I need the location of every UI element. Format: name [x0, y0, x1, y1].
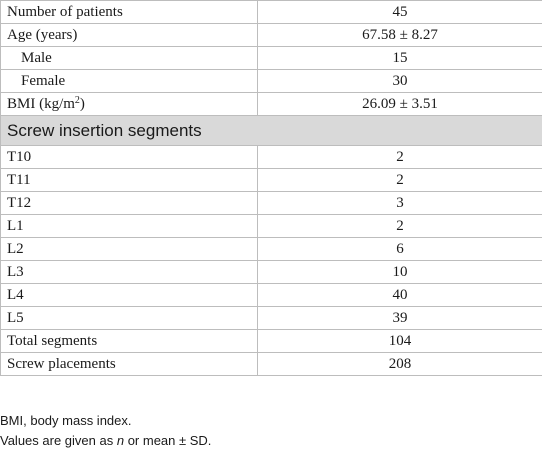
row-label: L1: [1, 215, 258, 238]
footnote-text: Values are given as: [0, 433, 117, 448]
row-label: Age (years): [1, 24, 258, 47]
row-value: 2: [258, 169, 542, 192]
table-row: [1, 284, 542, 307]
table-row: [1, 24, 542, 47]
table-row: [1, 238, 542, 261]
table-row: [1, 215, 542, 238]
table-row: [1, 307, 542, 330]
row-value: 39: [258, 307, 542, 330]
table-row: [1, 330, 542, 353]
table-row: [1, 47, 542, 70]
table-row: [1, 169, 542, 192]
row-label: L4: [1, 284, 258, 307]
table-row: [1, 70, 542, 93]
row-value: 67.58 ± 8.27: [258, 24, 542, 47]
row-value: 3: [258, 192, 542, 215]
footnote-abbreviation: BMI, body mass index.: [0, 413, 132, 428]
row-value: 45: [258, 1, 542, 24]
row-label: Screw placements: [1, 353, 258, 376]
row-value: 15: [258, 47, 542, 70]
footnote-plus-minus: ±: [179, 433, 187, 448]
row-label: T12: [1, 192, 258, 215]
row-label: L2: [1, 238, 258, 261]
row-label: T11: [1, 169, 258, 192]
section-header-row: [1, 116, 542, 146]
row-label: Male: [1, 47, 258, 70]
section-title: Screw insertion segments: [1, 116, 542, 146]
table-row: [1, 261, 542, 284]
row-value: 10: [258, 261, 542, 284]
footnote-text: SD.: [186, 433, 212, 448]
row-label: T10: [1, 146, 258, 169]
row-label: Total segments: [1, 330, 258, 353]
row-label: [1, 93, 258, 116]
row-value: 40: [258, 284, 542, 307]
row-value: 30: [258, 70, 542, 93]
bmi-label-text: BMI (kg/m: [7, 96, 75, 112]
table-row: [1, 1, 542, 24]
row-value: 6: [258, 238, 542, 261]
table-row: [1, 192, 542, 215]
footnote-text: or mean: [124, 433, 179, 448]
row-label: L3: [1, 261, 258, 284]
row-value: 26.09 ± 3.51: [258, 93, 542, 116]
bmi-label-close: ): [79, 96, 85, 112]
row-value: 104: [258, 330, 542, 353]
row-value: 208: [258, 353, 542, 376]
footnote-n: n: [116, 433, 125, 448]
table-row: [1, 146, 542, 169]
row-label: Number of patients: [1, 1, 258, 24]
table-row: [1, 93, 542, 116]
table-row: [1, 353, 542, 376]
footnote-values: [0, 431, 211, 451]
row-label: Female: [1, 70, 258, 93]
row-value: 2: [258, 215, 542, 238]
row-label: L5: [1, 307, 258, 330]
bmi-label-superscript: 2: [74, 95, 80, 106]
row-value: 2: [258, 146, 542, 169]
table-footnotes: [0, 411, 211, 451]
